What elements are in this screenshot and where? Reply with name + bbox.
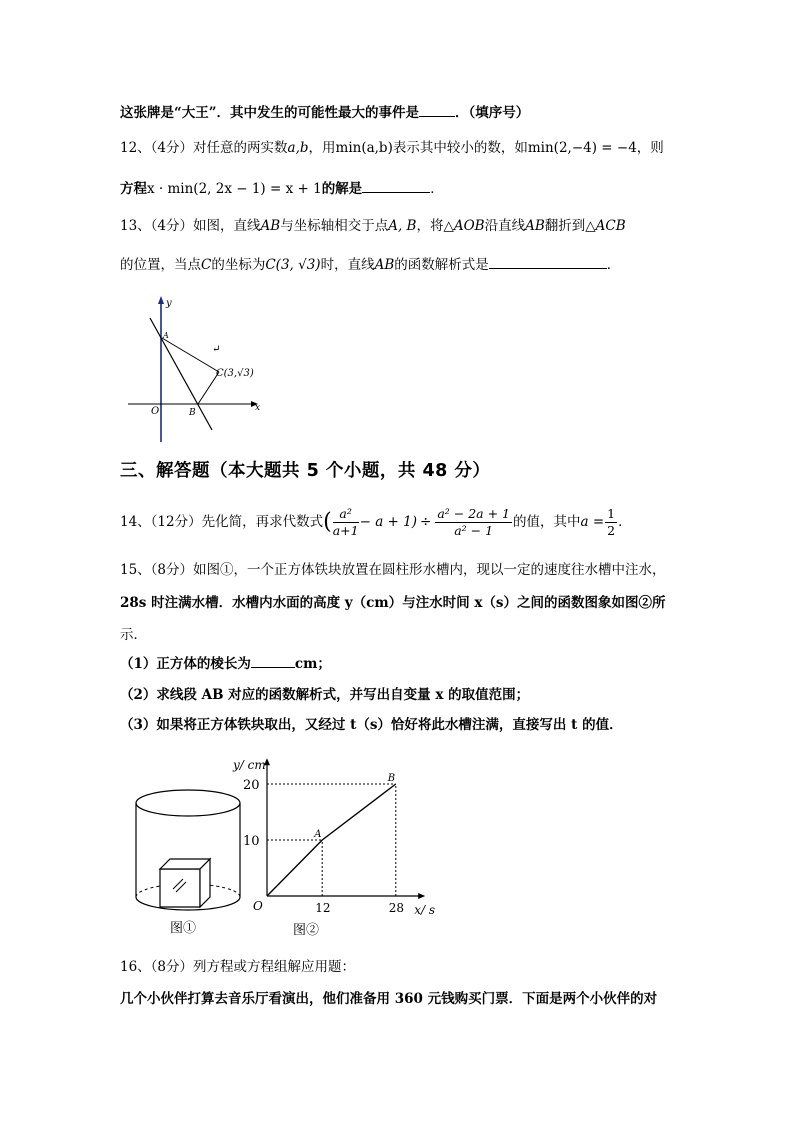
series-line — [267, 784, 396, 896]
q13-line1 — [120, 217, 626, 235]
q16-line1: 16、（8分）列方程或方程组解应用题： — [120, 959, 356, 975]
q13-text-e: 翻折到 — [544, 218, 586, 234]
label-y: y — [166, 298, 172, 309]
q12-line2 — [120, 180, 444, 198]
answer-blank[interactable] — [362, 180, 430, 193]
x-tick-label: 28 — [388, 901, 405, 915]
q14-aeq: a = — [580, 514, 605, 530]
section-title: 三、解答题（本大题共 5 个小题，共 48 分） — [120, 461, 491, 481]
q13-text-i: 的函数解析式是 — [394, 257, 489, 273]
label-a: A — [163, 331, 169, 340]
q13-text-a: 13、（4分）如图，直线 — [120, 218, 261, 234]
y-tick-label: 10 — [243, 834, 260, 849]
point-label: A — [314, 829, 322, 840]
q12-prefix: 12、（4分）对任意的两实数 — [120, 140, 288, 156]
q12-equation: x · min(2, 2x − 1) = x + 1 — [147, 181, 322, 197]
q13-ab: AB — [260, 218, 281, 234]
q15-sub3: （3）如果将正方体铁块取出，又经过 t（s）恰好将此水槽注满，直接写出 t 的值． — [120, 717, 623, 733]
q13-points: A, B — [388, 218, 417, 234]
q11-tail — [120, 104, 529, 122]
paren-open: ( — [323, 509, 332, 535]
q13-text-g: 的坐标为 — [211, 257, 266, 273]
frac1-num: a² — [333, 506, 359, 523]
label-x: x — [255, 403, 261, 413]
q12-line2-prefix: 方程 — [120, 181, 147, 197]
q12-minab: min(a,b) — [335, 140, 393, 156]
q15-sub2: （2）求线段 AB 对应的函数解析式，并写出自变量 x 的取值范围； — [120, 687, 530, 703]
frac2-den: a² − 1 — [454, 523, 494, 538]
q15-sub1 — [120, 655, 331, 673]
line-ab — [150, 318, 212, 430]
fig2-caption: 图② — [293, 923, 320, 938]
label-b: B — [189, 408, 196, 418]
q14-frac1 — [333, 506, 359, 539]
answer-blank[interactable] — [489, 256, 607, 269]
answer-blank[interactable] — [419, 104, 455, 117]
frac2-num: a² − 2a + 1 — [437, 506, 510, 521]
answer-blank[interactable] — [251, 655, 295, 668]
q12-mid2: 表示其中较小的数，如 — [392, 140, 528, 156]
frac1-den: a+1 — [332, 523, 359, 538]
q15-line3: 示． — [120, 627, 147, 643]
q14-suffix: 的值，其中 — [512, 514, 581, 530]
q13-tri2: △ACB — [585, 218, 626, 234]
q14-half — [605, 506, 617, 539]
x-axis-arrow-icon — [418, 893, 425, 899]
q12-mid3: ，则 — [636, 140, 664, 156]
q14-prefix: 14、（12分）先化简，再求代数式 — [120, 514, 324, 530]
y-tick-label: 20 — [243, 778, 260, 793]
q13-text-c: ，将 — [416, 218, 444, 234]
q12-line1 — [120, 139, 664, 157]
q11-text: 这张牌是“大王”．其中发生的可能性最大的事件是 — [120, 105, 420, 121]
q14-end: ． — [618, 514, 632, 530]
fig1-caption: 图① — [170, 921, 197, 936]
q14-line — [120, 505, 632, 540]
q13-tri1: △AOB — [443, 218, 485, 234]
q13-c: C — [201, 257, 212, 273]
y-axis-label: y/ cm — [233, 758, 266, 773]
q13-text-f: 的位置，当点 — [120, 257, 201, 273]
q13-line2 — [120, 256, 620, 274]
q13-ab-3: AB — [374, 257, 395, 273]
q13-text-d: 沿直线 — [484, 218, 526, 234]
water-level-chart — [225, 748, 435, 948]
q12-end: ． — [430, 181, 444, 197]
label-c: C(3,√3) — [216, 368, 254, 379]
q15-line2: 28s 时注满水槽．水槽内水面的高度 y（cm）与注水时间 x（s）之间的函数图象如图②所 — [120, 595, 666, 611]
q13-text-b: 与坐标轴相交于点 — [280, 218, 389, 234]
q12-example: min(2,−4) = −4 — [527, 140, 637, 156]
q12-vars: a,b — [287, 140, 309, 156]
q13-figure — [120, 294, 270, 446]
x-tick-label: 12 — [315, 901, 331, 915]
q13-coord: C(3, √3) — [265, 257, 321, 273]
q13-end: ． — [606, 257, 621, 273]
origin-label: O — [253, 899, 263, 913]
q11-suffix: ．（填序号） — [455, 105, 530, 121]
half-den: 2 — [607, 523, 616, 538]
half-num: 1 — [607, 506, 616, 521]
q15-sub1-a: （1）正方体的棱长为 — [120, 656, 251, 672]
point-label: B — [387, 773, 396, 784]
q15-line1: 15、（8分）如图①，一个正方体铁块放置在圆柱形水槽内，现以一定的速度往水槽中注水， — [120, 562, 666, 578]
return-mark: ↵ — [212, 344, 221, 355]
divide-sign: ÷ — [420, 514, 432, 530]
q12-mid1: ，用 — [308, 140, 336, 156]
q14-frac2 — [435, 506, 512, 539]
y-axis-arrow-icon — [158, 296, 164, 304]
q15-sub1-b: cm； — [294, 656, 331, 672]
q13-text-h: 时，直线 — [320, 257, 375, 273]
q12-line2-suffix: 的解是 — [321, 181, 363, 197]
label-o: O — [151, 406, 160, 417]
q16-line2: 几个小伙伴打算去音乐厅看演出，他们准备用 360 元钱购买门票．下面是两个小伙伴的对 — [120, 991, 658, 1007]
q13-ab-2: AB — [525, 218, 545, 234]
x-axis-label: x/ s — [414, 903, 435, 917]
q14-mid: − a + 1) — [359, 514, 417, 530]
